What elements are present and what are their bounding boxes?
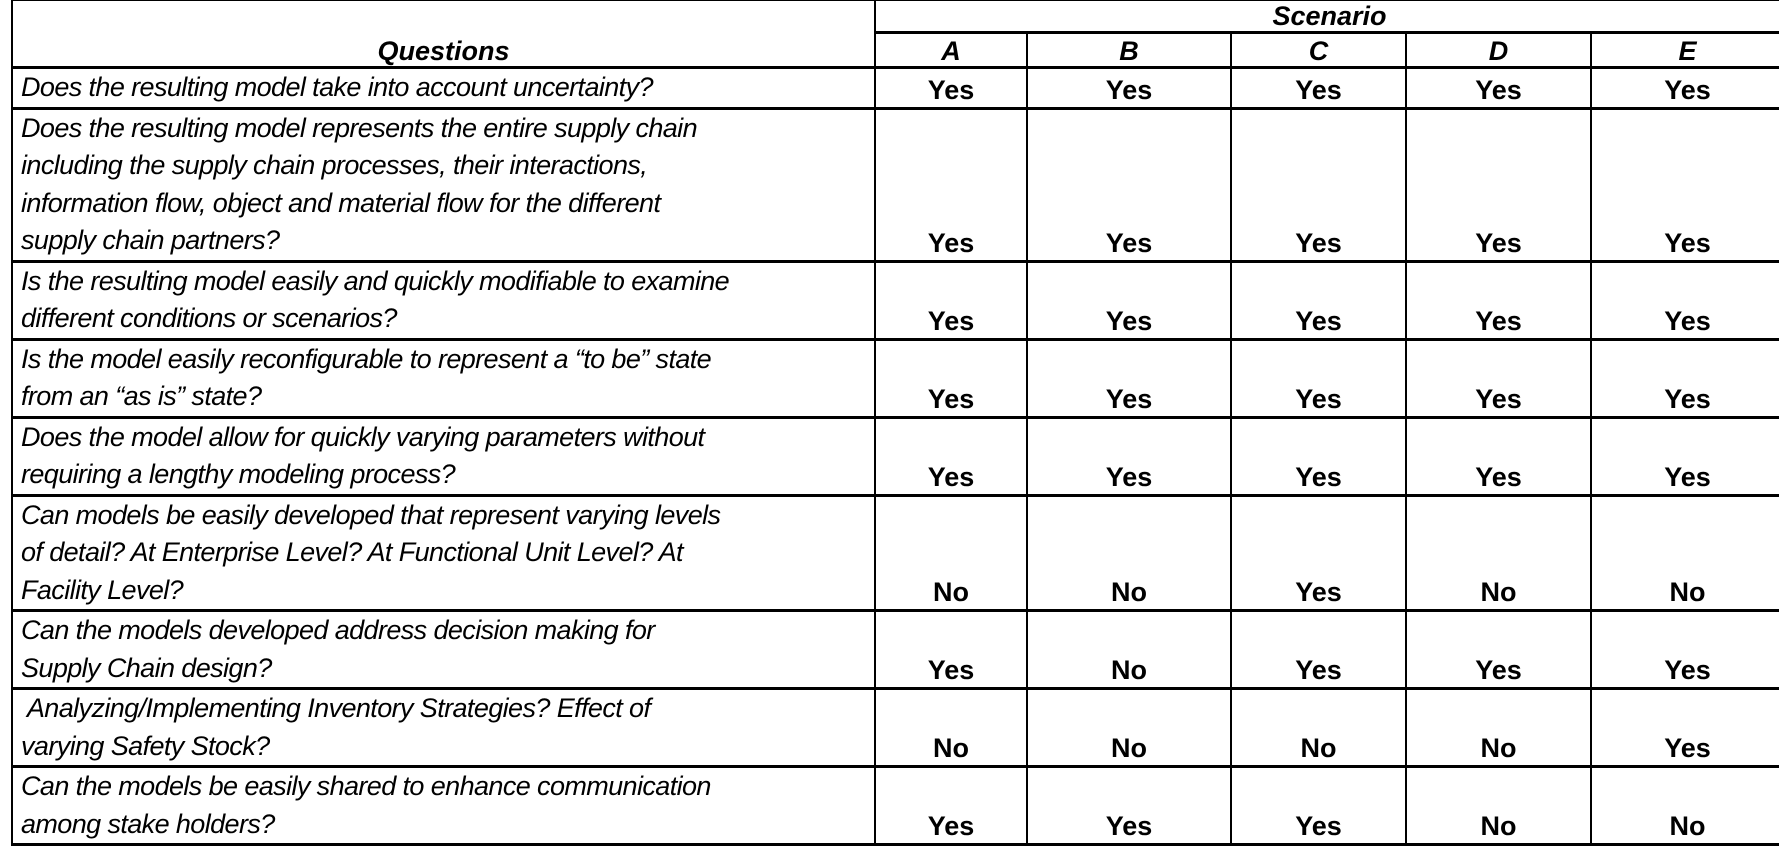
question-line: information flow, object and material flow for the different [21, 187, 661, 218]
question-cell [12, 339, 875, 417]
answer-cell: Yes [1591, 261, 1779, 339]
scenario-column-e: E [1591, 33, 1779, 68]
answer-cell: Yes [1027, 261, 1231, 339]
answer-cell: Yes [1406, 417, 1591, 495]
answer-cell: Yes [1027, 68, 1231, 109]
question-cell [12, 689, 875, 767]
table-row [12, 767, 1779, 845]
question-line: of detail? At Enterprise Level? At Functional Unit Level? At [21, 537, 683, 567]
answer-cell: Yes [1591, 108, 1779, 261]
table-row [12, 611, 1779, 689]
answer-cell: Yes [1231, 495, 1406, 611]
question-line: from an “as is” state? [21, 381, 262, 411]
question-line: Does the resulting model represents the entire supply chain [21, 112, 698, 143]
answer-cell: Yes [1231, 417, 1406, 495]
answer-cell: No [1406, 767, 1591, 845]
scenario-column-c: C [1231, 33, 1406, 68]
scenario-comparison-table [11, 0, 1779, 846]
question-cell [12, 611, 875, 689]
answer-cell: Yes [875, 611, 1027, 689]
question-line: requiring a lengthy modeling process? [21, 459, 456, 489]
answer-cell: Yes [875, 767, 1027, 845]
answer-cell: Yes [1406, 68, 1591, 109]
question-cell [12, 495, 875, 611]
table-row [12, 339, 1779, 417]
question-line: Is the resulting model easily and quickly modifiable to examine [21, 265, 730, 296]
question-cell [12, 767, 875, 845]
table-row [12, 261, 1779, 339]
answer-cell: Yes [1406, 339, 1591, 417]
question-cell [12, 261, 875, 339]
question-cell [12, 68, 875, 109]
question-cell [12, 108, 875, 261]
answer-cell: No [875, 689, 1027, 767]
question-line: Does the model allow for quickly varying parameters without [21, 421, 705, 452]
answer-cell: No [1406, 495, 1591, 611]
scenario-column-d: D [1406, 33, 1591, 68]
question-line: including the supply chain processes, their interactions, [21, 150, 648, 180]
answer-cell: No [1591, 767, 1779, 845]
question-line: Facility Level? [21, 574, 184, 605]
answer-cell: Yes [875, 261, 1027, 339]
table-row [12, 108, 1779, 261]
answer-cell: Yes [1027, 339, 1231, 417]
table-row [12, 417, 1779, 495]
answer-cell: No [1591, 495, 1779, 611]
scenario-header: Scenario [875, 1, 1779, 33]
answer-cell: No [1027, 689, 1231, 767]
question-line: Is the model easily reconfigurable to represent a “to be” state [21, 343, 712, 374]
answer-cell: Yes [1591, 339, 1779, 417]
table-row [12, 68, 1779, 109]
answer-cell: Yes [1591, 689, 1779, 767]
answer-cell: Yes [875, 108, 1027, 261]
answer-cell: Yes [1231, 261, 1406, 339]
answer-cell: Yes [1406, 611, 1591, 689]
question-line: Analyzing/Implementing Inventory Strategies? Effect of [21, 693, 651, 723]
answer-cell: Yes [875, 417, 1027, 495]
answer-cell: Yes [875, 68, 1027, 109]
answer-cell: No [1027, 495, 1231, 611]
answer-cell: Yes [1231, 611, 1406, 689]
answer-cell: Yes [1231, 339, 1406, 417]
scenario-column-a: A [875, 33, 1027, 68]
answer-cell: Yes [1406, 108, 1591, 261]
answer-cell: Yes [1591, 68, 1779, 109]
question-line: Can the models developed address decision making for [21, 615, 655, 645]
question-line: varying Safety Stock? [21, 730, 270, 761]
answer-cell: Yes [1231, 767, 1406, 845]
table-row [12, 495, 1779, 611]
answer-cell: Yes [1406, 261, 1591, 339]
question-line: Can models be easily developed that represent varying levels [21, 499, 721, 530]
answer-cell: Yes [875, 339, 1027, 417]
answer-cell: No [1406, 689, 1591, 767]
answer-cell: Yes [1027, 417, 1231, 495]
answer-cell: Yes [1591, 417, 1779, 495]
answer-cell: No [1027, 611, 1231, 689]
answer-cell: Yes [1231, 68, 1406, 109]
answer-cell: No [1231, 689, 1406, 767]
answer-cell: Yes [1027, 767, 1231, 845]
question-line: supply chain partners? [21, 225, 280, 255]
question-cell [12, 417, 875, 495]
answer-cell: No [875, 495, 1027, 611]
question-line: among stake holders? [21, 808, 275, 839]
table-row [12, 689, 1779, 767]
answer-cell: Yes [1231, 108, 1406, 261]
scenario-column-b: B [1027, 33, 1231, 68]
answer-cell: Yes [1591, 611, 1779, 689]
question-line: Supply Chain design? [21, 652, 272, 683]
question-line: Does the resulting model take into account uncertainty? [21, 72, 653, 102]
questions-header: Questions [12, 1, 875, 68]
question-line: different conditions or scenarios? [21, 303, 397, 333]
question-line: Can the models be easily shared to enhance communication [21, 771, 711, 801]
answer-cell: Yes [1027, 108, 1231, 261]
